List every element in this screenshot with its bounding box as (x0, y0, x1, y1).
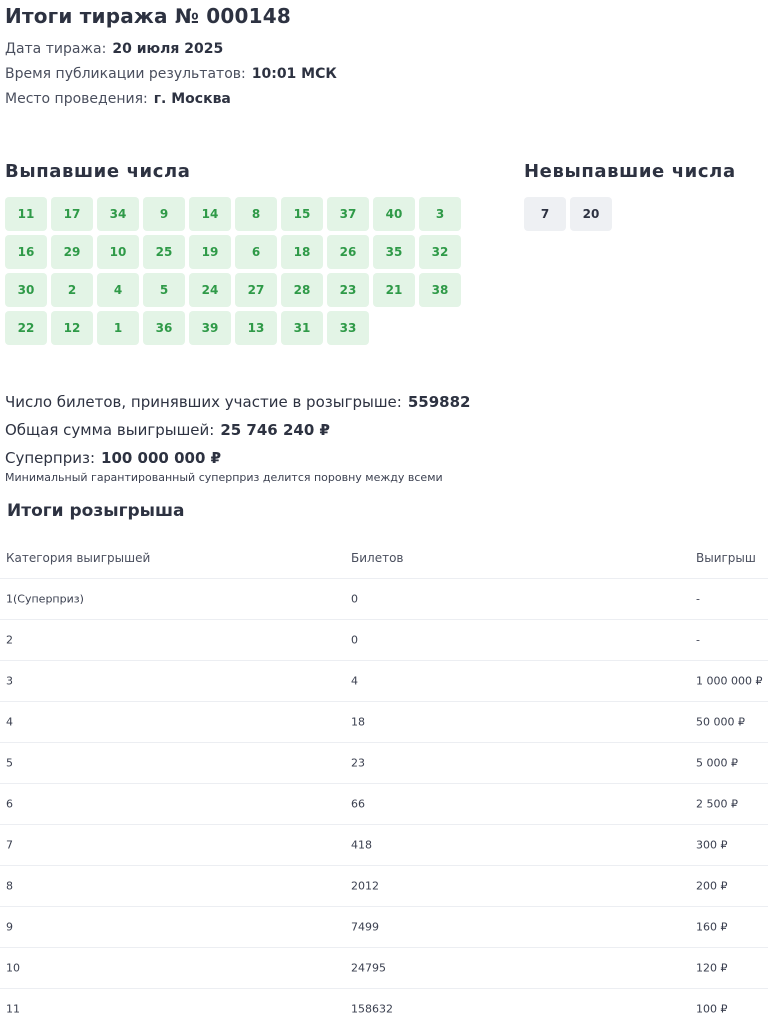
category-cell: 4 (6, 715, 13, 729)
tickets-cell: 23 (351, 756, 365, 770)
tickets-cell: 4 (351, 674, 358, 688)
prize-cell: 5 000 ₽ (696, 756, 738, 770)
total-winnings (5, 421, 330, 439)
drawn-number-ball: 33 (327, 311, 369, 345)
category-cell: 9 (6, 920, 13, 934)
drawn-number-ball: 5 (143, 273, 185, 307)
drawn-number-ball: 21 (373, 273, 415, 307)
category-cell: 1(Суперприз) (6, 592, 84, 606)
drawn-number-ball: 8 (235, 197, 277, 231)
tickets-count-label: Число билетов, принявших участие в розыгрыше: (5, 393, 402, 411)
drawn-number-ball: 38 (419, 273, 461, 307)
drawn-number-ball: 19 (189, 235, 231, 269)
drawn-number-ball: 31 (281, 311, 323, 345)
drawn-number-ball: 18 (281, 235, 323, 269)
drawn-number-ball: 30 (5, 273, 47, 307)
prize-cell: 200 ₽ (696, 879, 728, 893)
column-header-tickets: Билетов (351, 551, 404, 565)
drawn-number-ball: 40 (373, 197, 415, 231)
table-row (0, 784, 768, 825)
table-row (0, 620, 768, 661)
prize-cell: - (696, 633, 700, 647)
table-row (0, 989, 768, 1024)
column-header-category: Категория выигрышей (6, 551, 151, 565)
drawn-number-ball: 28 (281, 273, 323, 307)
draw-place-value: г. Москва (153, 91, 231, 107)
draw-date (5, 41, 223, 57)
draw-date-label: Дата тиража: (5, 41, 107, 57)
tickets-cell: 0 (351, 592, 358, 606)
tickets-cell: 418 (351, 838, 372, 852)
table-row (0, 579, 768, 620)
tickets-count (5, 393, 470, 411)
category-cell: 5 (6, 756, 13, 770)
publish-time (5, 66, 337, 82)
prize-cell: 2 500 ₽ (696, 797, 738, 811)
not-drawn-numbers-grid (524, 197, 624, 231)
column-header-prize: Выигрыш (696, 551, 756, 565)
drawn-number-ball: 13 (235, 311, 277, 345)
superprize-note: Минимальный гарантированный суперприз делится поровну между всеми (5, 471, 443, 484)
prize-cell: 50 000 ₽ (696, 715, 745, 729)
drawn-number-ball: 12 (51, 311, 93, 345)
superprize-value: 100 000 000 ₽ (101, 449, 222, 467)
drawn-number-ball: 29 (51, 235, 93, 269)
tickets-cell: 24795 (351, 961, 386, 975)
prize-cell: 100 ₽ (696, 1002, 728, 1016)
drawn-number-ball: 10 (97, 235, 139, 269)
drawn-number-ball: 17 (51, 197, 93, 231)
drawn-number-ball: 37 (327, 197, 369, 231)
drawn-number-ball: 24 (189, 273, 231, 307)
results-heading: Итоги розыгрыша (7, 501, 185, 521)
drawn-number-ball: 27 (235, 273, 277, 307)
drawn-number-ball: 34 (97, 197, 139, 231)
table-row (0, 948, 768, 989)
drawn-number-ball: 3 (419, 197, 461, 231)
drawn-number-ball: 36 (143, 311, 185, 345)
page-title: Итоги тиража № 000148 (5, 4, 291, 28)
category-cell: 11 (6, 1002, 20, 1016)
table-row (0, 907, 768, 948)
table-row (0, 661, 768, 702)
drawn-number-ball: 16 (5, 235, 47, 269)
drawn-number-ball: 35 (373, 235, 415, 269)
total-winnings-label: Общая сумма выигрышей: (5, 421, 215, 439)
prize-cell: 120 ₽ (696, 961, 728, 975)
draw-place (5, 91, 231, 107)
drawn-number-ball: 1 (97, 311, 139, 345)
not-drawn-number-ball: 7 (524, 197, 566, 231)
prize-cell: - (696, 592, 700, 606)
drawn-numbers-heading: Выпавшие числа (5, 161, 191, 182)
drawn-number-ball: 9 (143, 197, 185, 231)
draw-date-value: 20 июля 2025 (112, 41, 224, 57)
tickets-cell: 18 (351, 715, 365, 729)
drawn-number-ball: 32 (419, 235, 461, 269)
category-cell: 10 (6, 961, 20, 975)
drawn-number-ball: 2 (51, 273, 93, 307)
table-row (0, 702, 768, 743)
drawn-number-ball: 39 (189, 311, 231, 345)
publish-time-value: 10:01 МСК (251, 66, 337, 82)
results-table (0, 538, 768, 1024)
category-cell: 3 (6, 674, 13, 688)
drawn-number-ball: 26 (327, 235, 369, 269)
superprize-label: Суперприз: (5, 449, 96, 467)
drawn-number-ball: 25 (143, 235, 185, 269)
category-cell: 6 (6, 797, 13, 811)
draw-place-label: Место проведения: (5, 91, 148, 107)
drawn-numbers-grid (5, 197, 465, 345)
tickets-cell: 158632 (351, 1002, 393, 1016)
drawn-number-ball: 23 (327, 273, 369, 307)
not-drawn-numbers-heading: Невыпавшие числа (524, 161, 736, 182)
drawn-number-ball: 6 (235, 235, 277, 269)
drawn-number-ball: 22 (5, 311, 47, 345)
prize-cell: 1 000 000 ₽ (696, 674, 763, 688)
total-winnings-value: 25 746 240 ₽ (220, 421, 330, 439)
tickets-cell: 2012 (351, 879, 379, 893)
drawn-number-ball: 14 (189, 197, 231, 231)
table-header-row (0, 538, 768, 579)
drawn-number-ball: 15 (281, 197, 323, 231)
table-row (0, 743, 768, 784)
prize-cell: 160 ₽ (696, 920, 728, 934)
drawn-number-ball: 4 (97, 273, 139, 307)
category-cell: 2 (6, 633, 13, 647)
publish-time-label: Время публикации результатов: (5, 66, 246, 82)
table-row (0, 825, 768, 866)
tickets-cell: 7499 (351, 920, 379, 934)
tickets-cell: 0 (351, 633, 358, 647)
category-cell: 8 (6, 879, 13, 893)
table-row (0, 866, 768, 907)
category-cell: 7 (6, 838, 13, 852)
tickets-cell: 66 (351, 797, 365, 811)
prize-cell: 300 ₽ (696, 838, 728, 852)
drawn-number-ball: 11 (5, 197, 47, 231)
tickets-count-value: 559882 (407, 393, 471, 411)
not-drawn-number-ball: 20 (570, 197, 612, 231)
superprize (5, 449, 221, 467)
